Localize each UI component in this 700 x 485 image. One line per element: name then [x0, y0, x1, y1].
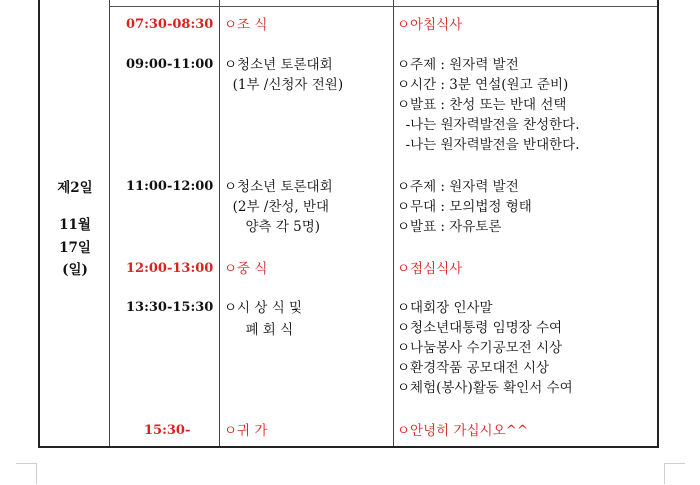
row-divider	[109, 6, 657, 7]
detail-line: ㅇ무대 : 모의법정 형태	[397, 199, 532, 215]
detail-line: ㅇ나눔봉사 수기공모전 시상	[397, 340, 563, 356]
page-corner-mark	[664, 463, 685, 484]
time-cell: 15:30-	[144, 423, 191, 438]
time-cell: 11:00-12:00	[126, 179, 214, 194]
detail-line: -나는 원자력발전을 찬성한다.	[397, 117, 580, 133]
detail-line: ㅇ점심식사	[397, 261, 463, 277]
detail-line: ㅇ대회장 인사말	[397, 300, 493, 316]
detail-line: ㅇ청소년대통령 임명장 수여	[397, 320, 563, 336]
detail-line: ㅇ발표 : 찬성 또는 반대 선택	[397, 97, 567, 113]
program-line: ㅇ조 식	[224, 17, 268, 33]
program-line: ㅇ중 식	[224, 261, 268, 277]
day-label: 제2일	[57, 180, 93, 196]
time-cell: 13:30-15:30	[126, 300, 214, 315]
page-corner-mark	[16, 463, 37, 484]
column-divider	[219, 0, 220, 446]
day-weekday: (일)	[62, 262, 88, 278]
schedule-table	[38, 0, 659, 448]
time-cell: 09:00-11:00	[126, 57, 214, 72]
program-line: ㅇ청소년 토론대회	[224, 57, 333, 73]
time-cell: 07:30-08:30	[126, 17, 214, 32]
day-month: 11월	[59, 217, 91, 233]
column-divider	[393, 0, 394, 446]
time-cell: 12:00-13:00	[126, 261, 214, 276]
program-line: 양측 각 5명)	[224, 219, 321, 235]
detail-line: ㅇ아침식사	[397, 17, 463, 33]
detail-line: ㅇ안녕히 가십시오^^	[397, 423, 529, 439]
detail-line: ㅇ환경작품 공모대전 시상	[397, 360, 550, 376]
program-line: 폐 회 식	[224, 322, 294, 338]
program-line: ㅇ귀 가	[224, 423, 268, 439]
program-line: ㅇ청소년 토론대회	[224, 179, 333, 195]
detail-line: ㅇ체험(봉사)활동 확인서 수여	[397, 380, 573, 396]
detail-line: ㅇ주제 : 원자력 발전	[397, 57, 519, 73]
program-line: (2부 /찬성, 반대	[224, 199, 330, 215]
day-date: 17일	[59, 240, 91, 256]
detail-line: ㅇ주제 : 원자력 발전	[397, 179, 519, 195]
detail-line: ㅇ발표 : 자유토론	[397, 219, 502, 235]
detail-line: -나는 원자력발전을 반대한다.	[397, 137, 580, 153]
detail-line: ㅇ시간 : 3분 연설(원고 준비)	[397, 77, 569, 93]
program-line: ㅇ시 상 식 및	[224, 300, 303, 316]
program-line: (1부 /신청자 전원)	[224, 77, 344, 93]
